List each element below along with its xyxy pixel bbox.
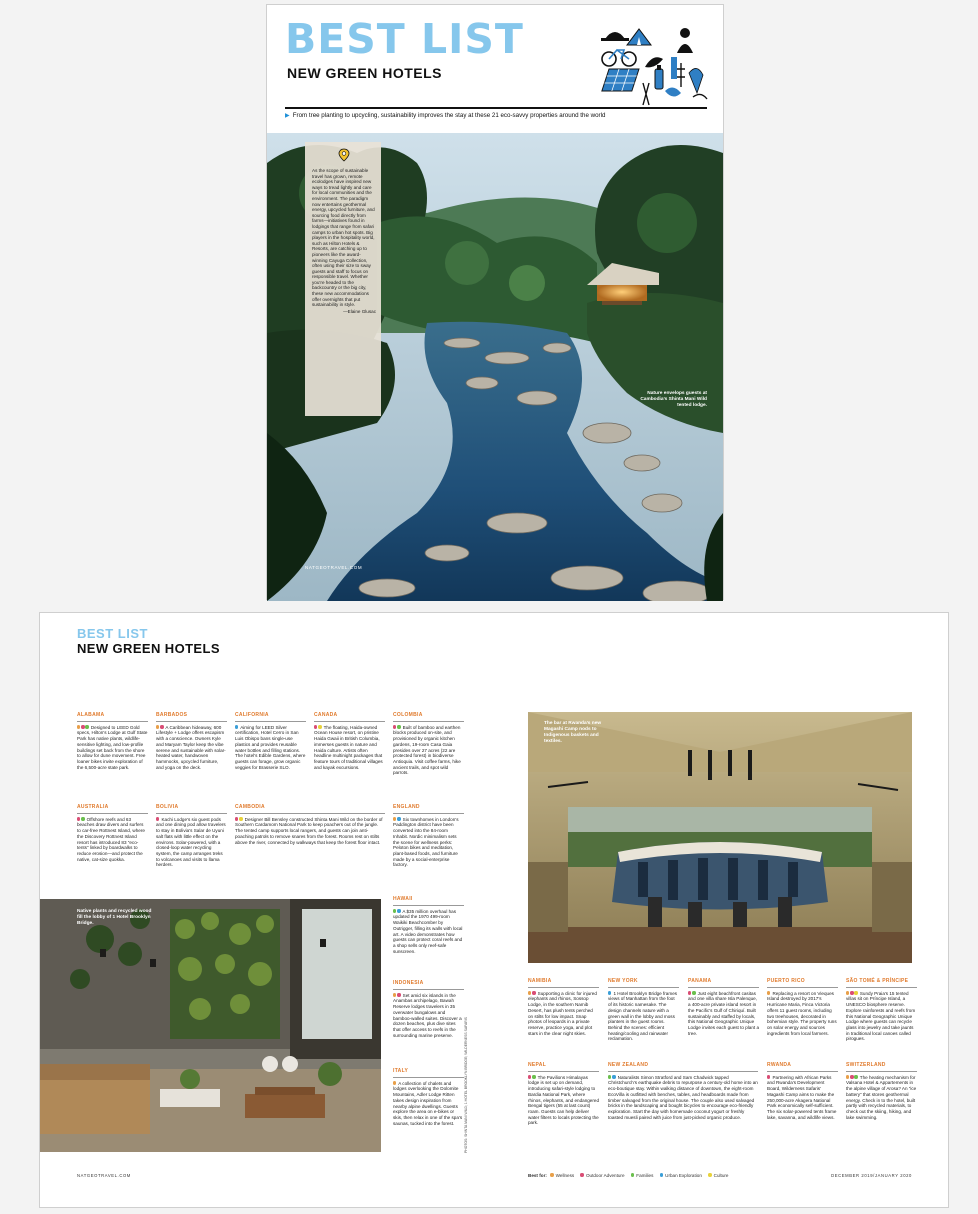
entry-new-zealand xyxy=(608,1063,758,1120)
culture-dot-icon xyxy=(318,725,321,728)
caption-lobby: Native plants and recycled wood fill the lobby of 1 Hotel Brooklyn Bridge. xyxy=(77,909,152,926)
families-dot-icon xyxy=(631,1173,634,1176)
wellness-dot-icon xyxy=(156,725,159,728)
entry-heading: AUSTRALIA xyxy=(77,805,148,814)
entry-rwanda xyxy=(767,1063,838,1120)
entry-heading: ENGLAND xyxy=(393,805,464,814)
page-title: BEST LIST xyxy=(285,15,524,63)
entry-heading: SÃO TOMÉ & PRÍNCIPE xyxy=(846,979,917,988)
legend-item-urban xyxy=(660,1173,702,1178)
legend-text: Families xyxy=(636,1173,654,1178)
legend-item-wellness xyxy=(550,1173,574,1178)
intro-deck xyxy=(285,112,605,119)
outdoor-dot-icon xyxy=(850,991,853,994)
entry-puerto-rico xyxy=(767,979,838,1036)
bar-photo-art xyxy=(528,712,912,963)
urban-dot-icon xyxy=(235,725,238,728)
entry-text: Set amid six islands in the Anambas archipelago, Bawah Reserve lodges travelers in 35 overwater bungalows and bamboo-walled suites. Discover a dozen beaches, plus dive sites that offer access to reefs in the surrounding marine preserve. xyxy=(393,992,462,1038)
wellness-dot-icon xyxy=(550,1173,553,1176)
entry-text: Replacing a resort on Vieques Island destroyed by 2017’s Hurricane Maria, Finca Victoria offers 11 guest rooms, including two treehouses, decorated in bohemian style. The property runs on solar energy and sources ingredients from local farmers. xyxy=(767,990,837,1036)
entry-heading: SWITZERLAND xyxy=(846,1063,917,1072)
spread-subtitle: NEW GREEN HOTELS xyxy=(77,641,220,656)
entry-canada xyxy=(314,713,385,770)
outdoor-dot-icon xyxy=(77,817,80,820)
entry-heading: ITALY xyxy=(393,1069,464,1078)
wellness-dot-icon xyxy=(393,1081,396,1084)
entry-heading: BARBADOS xyxy=(156,713,227,722)
arrow-icon: ▶ xyxy=(285,112,290,119)
eco-travel-illustration xyxy=(597,23,709,109)
page-subtitle: NEW GREEN HOTELS xyxy=(287,65,443,81)
outdoor-dot-icon xyxy=(235,817,238,820)
entry-italy xyxy=(393,1069,464,1126)
entry-text: Designer Bill Bensley constructed Shinta Mani Wild on the border of Southern Cardamom National Park to keep poachers out of the jungle. The tented camp supports local rangers, and guests can join anti-poaching patrols to remove snares from the forest. Rooms rest on stilts above the river, connected by walkways that keep the forest floor intact. xyxy=(235,816,383,845)
families-dot-icon xyxy=(81,817,84,820)
photo-caption: Nature envelops guests at Cambodia’s Shinta Mani Wild tented lodge. xyxy=(640,391,707,408)
legend-item-outdoor xyxy=(580,1173,624,1178)
header-rule xyxy=(285,107,707,109)
entry-text: Designed to LEED Gold specs, Hilton’s Lodge at Gulf State Park has native plants, wildlife-sensitive lighting, and low-profile buildings set back from the shore to allow for dune movement. Free loaner bikes invite exploration of the 6,500-acre state park. xyxy=(77,724,148,770)
urban-dot-icon xyxy=(660,1173,663,1176)
entry-panama xyxy=(688,979,759,1036)
entry-text: Supporting a clinic for injured elephants and rhinos, Sossop Lodge, in the southern Namib Desert, has plush tents perched on stilts for low impact. Snap photos of leopards in a private reserve, practice yoga, and plot stars in the clear night skies. xyxy=(528,990,597,1036)
entry-text: Offshore reefs and 63 beaches draw divers and surfers to car-free Rottnest Island, where the Discovery Rottnest Island resort has introduced 83 “eco-tents” linked by boardwalks to reduce erosion—and protect the native, cat-size quokka. xyxy=(77,816,145,862)
families-dot-icon xyxy=(608,1075,611,1078)
urban-dot-icon xyxy=(397,817,400,820)
families-dot-icon xyxy=(854,1075,857,1078)
entry-new-york xyxy=(608,979,679,1042)
entry-text: The heating mechanism for Valsana Hotel & Appartements in the alpine village of Arosa? An “ice battery” that stores geothermal energy. Check in to the hotel, built partly with recycled materials, to check out the skiing, hiking, and lake swimming. xyxy=(846,1074,917,1120)
entry-heading: INDONESIA xyxy=(393,981,464,990)
entry-heading: PANAMA xyxy=(688,979,759,988)
entry-text: A collection of chalets and lodges overlooking the Dolomite Mountains, Adler Lodge Ritten takes design inspiration from nearby alpine dwellings. Guests explore the area on e-bikes or skis, then relax in one of the spa’s saunas, tucked into the forest. xyxy=(393,1080,463,1126)
entry-text: Built of bamboo and earthen blocks produced on-site, and provisioned by organic kitchen gardens, 19-room Casa Gaia presides over 27 acres (22 are protected forest) in biodiverse Antioquia. Visit coffee farms, hike ancient trails, and spot wild parrots. xyxy=(393,724,461,776)
wellness-dot-icon xyxy=(528,991,531,994)
entry-heading: CAMBODIA xyxy=(235,805,385,814)
outdoor-dot-icon xyxy=(850,1075,853,1078)
families-dot-icon xyxy=(85,725,88,728)
essay-text: As the scope of sustainable travel has grown, remote ecolodges have inspired new ways to tread lightly and care for local communities and the environment. The paradigm now entertains geothermal energy, upcycled furniture, and sourcing food directly from farms—initiatives found in lodgings that range from safari camps to urban hot spots. Big players in the hospitality world, such as Hilton Hotels & Resorts, are catching up to pioneers like the award-winning Cayuga Collection, often using their size to sway guests and staff to focus on responsible travel. Whether you’re headed to the backcountry or the big city, these new accommodations offer overnights that put sustainability in style. xyxy=(312,168,375,308)
outdoor-dot-icon xyxy=(767,1075,770,1078)
urban-dot-icon xyxy=(612,1075,615,1078)
wellness-dot-icon xyxy=(767,991,770,994)
outdoor-dot-icon xyxy=(532,991,535,994)
entry-sao-tome xyxy=(846,979,917,1042)
culture-dot-icon xyxy=(239,817,242,820)
outdoor-dot-icon xyxy=(314,725,317,728)
entry-text: A $35 million overhaul has updated the 1970 499-room Waikiki Beachcomber by Outrigger, filling its walls with local art. A video demonstrates how guests can protect coral reefs and a shop sells only reef-safe sunscreen. xyxy=(393,908,463,954)
entry-heading: PUERTO RICO xyxy=(767,979,838,988)
entry-heading: COLOMBIA xyxy=(393,713,464,722)
entry-bolivia xyxy=(156,805,227,868)
location-pin-icon xyxy=(338,148,350,162)
families-dot-icon xyxy=(532,1075,535,1078)
entry-alabama xyxy=(77,713,148,770)
entry-text: Naturalists Simon Stratford and Sam Chadwick tapped Christchurch’s earthquake debris to repurpose a century-old home into an eco-boutique stay. Within walking distance of downtown, the eight-room EcoVilla is outfitted with benches, tables, and headboards made from timber salvaged from the original house. The couple also used salvaged bricks in the landscaping and bought bicycles to encourage eco-friendly exploration. Start the day with homemade coconut yogurt or freshly toasted muesli paired with juice from just-picked organic produce. xyxy=(608,1074,758,1120)
outdoor-dot-icon xyxy=(393,725,396,728)
entry-heading: CALIFORNIA xyxy=(235,713,306,722)
wellness-dot-icon xyxy=(846,1075,849,1078)
outdoor-dot-icon xyxy=(160,725,163,728)
legend-text: Urban Exploration xyxy=(665,1173,702,1178)
photo-hotel-lobby xyxy=(40,899,381,1152)
entry-hawaii xyxy=(393,897,464,954)
entry-heading: NEW ZEALAND xyxy=(608,1063,758,1072)
outdoor-dot-icon xyxy=(528,1075,531,1078)
entry-heading: NEPAL xyxy=(528,1063,599,1072)
wellness-dot-icon xyxy=(393,817,396,820)
entry-heading: CANADA xyxy=(314,713,385,722)
legend-item-culture xyxy=(708,1173,728,1178)
entry-text: Just eight beachfront casitas and one villa share Isla Palenque, a 400-acre private island resort in the Pacific’s Gulf of Chiriquí. Built sustainably and staffed by locals, this National Geographic Unique Lodge invites each guest to plant a tree. xyxy=(688,990,759,1036)
entry-colombia xyxy=(393,713,464,776)
culture-dot-icon xyxy=(854,991,857,994)
families-dot-icon xyxy=(393,909,396,912)
magazine-page-opener xyxy=(266,4,724,600)
entry-text: 1 Hotel Brooklyn Bridge frames views of Manhattan from the foot of its historic namesake. The design channels nature with a green wall in the lobby and moss planters in the guest rooms. Behind the scenes: efficient heating/cooling and rainwater reclamation. xyxy=(608,990,678,1042)
entry-heading: BOLIVIA xyxy=(156,805,227,814)
entry-text: The floating, Haida-owned Ocean House resort, on pristine Haida Gwaii in British Columbia, immerses guests in nature and Haida culture. Artists often headline multinight packages that feature tours of traditional villages and kayak excursions. xyxy=(314,724,383,770)
entry-text: A Caribbean hideaway, 600 Lifestyle + Lodge offers escapism with a conscience. Owners Kyle and Maryam Taylor keep the vibe serene and sustainable with solar-heated water, handwoven hammocks, upcycled furniture, and yoga on the deck. xyxy=(156,724,226,770)
urban-dot-icon xyxy=(397,909,400,912)
legend-text: Culture xyxy=(713,1173,729,1178)
legend-label: Best for: xyxy=(528,1173,547,1178)
byline: —Elaine Glusac xyxy=(343,308,376,314)
families-dot-icon xyxy=(692,991,695,994)
footer-issue-date: DECEMBER 2019/JANUARY 2020 xyxy=(831,1173,912,1178)
entry-nepal xyxy=(528,1063,599,1126)
legend-item-families xyxy=(631,1173,654,1178)
entry-text: Kachi Lodge’s six guest pods and one dining pod allow travelers to stay in Bolivia’s Salar de Uyuni salt flats with little effect on the environs. Solar-powered, with a closed-loop water recycling system, the camp arranges treks to volcanoes and visits to llama herders. xyxy=(156,816,226,868)
best-for-legend xyxy=(528,1173,733,1178)
legend-text: Outdoor Adventure xyxy=(585,1173,625,1178)
outdoor-dot-icon xyxy=(397,993,400,996)
caption-bar: The bar at Rwanda’s new Magashi Camp nods to Indigenous baskets and textiles. xyxy=(544,721,602,744)
magazine-spread xyxy=(39,612,949,1208)
essay-sidebar xyxy=(305,142,381,416)
entry-heading: HAWAII xyxy=(393,897,464,906)
entry-text: Six townhomes in London’s Paddington district have been converted into the 84-room Inhabit. Nordic minimalism sets the scene for wellness perks: Peloton bikes and meditation, plant-based foods, and furniture made by a social-enterprise factory. xyxy=(393,816,459,868)
spread-title: BEST LIST xyxy=(77,626,148,641)
outdoor-dot-icon xyxy=(580,1173,583,1176)
entry-heading: NEW YORK xyxy=(608,979,679,988)
wellness-dot-icon xyxy=(77,725,80,728)
photo-credit: PHOTOS: SHINTA MANI WILD; 1 HOTEL BROOKLYN BRIDGE; WILDERNESS SAFARIS xyxy=(464,1017,468,1153)
entry-switzerland xyxy=(846,1063,917,1120)
entry-text: Aiming for LEED Silver certification, Hotel Cerro in San Luis Obispo bans single-use plastics and provides reusable water bottles and filling stations. The hotel’s Edible Gardens, where guests can forage, grow organic veggies for Brasserie SLO. xyxy=(235,724,306,770)
urban-dot-icon xyxy=(608,991,611,994)
intro-text: From tree planting to upcycling, sustainability improves the stay at these 21 eco-savvy properties around the world xyxy=(292,112,606,119)
photo-tented-bar xyxy=(528,712,912,963)
entry-namibia xyxy=(528,979,599,1036)
entry-heading: ALABAMA xyxy=(77,713,148,722)
wellness-dot-icon xyxy=(846,991,849,994)
entry-england xyxy=(393,805,464,868)
entry-text: Partnering with African Parks and Rwanda’s Development Board, Wilderness Safaris’ Magashi Camp aims to make the 250,000-acre Akagera National Park economically self-sufficient. The six solar-powered tents frame lake, savanna, and wildlife views. xyxy=(767,1074,837,1120)
entry-text: Sundy Praia’s 15 tented villas sit on Príncipe Island, a UNESCO biosphere reserve. Explore rainforests and reefs from this National Geographic Unique Lodge where guests can recycle glass into jewelry and take jaunts in traditional local canoes called pirogues. xyxy=(846,990,916,1042)
outdoor-dot-icon xyxy=(81,725,84,728)
entry-australia xyxy=(77,805,148,862)
entry-cambodia xyxy=(235,805,385,845)
entry-text: The Pavilions Himalayas lodge is set up on demand, introducing safari-style lodging to Bardia National Park, where rhinos, elephants, and endangered Bengal tigers (55 at last count) roam. Guests can help deliver water filters to locals protecting the park. xyxy=(528,1074,600,1126)
legend-text: Wellness xyxy=(555,1173,575,1178)
page-footer: NATGEOTRAVEL.COM xyxy=(305,565,363,570)
entry-heading: NAMIBIA xyxy=(528,979,599,988)
entry-indonesia xyxy=(393,981,464,1038)
entry-heading: RWANDA xyxy=(767,1063,838,1072)
footer-website: NATGEOTRAVEL.COM xyxy=(77,1173,131,1178)
outdoor-dot-icon xyxy=(156,817,159,820)
culture-dot-icon xyxy=(708,1173,711,1176)
outdoor-dot-icon xyxy=(688,991,691,994)
lobby-photo-art xyxy=(40,899,381,1152)
entry-california xyxy=(235,713,306,770)
entry-barbados xyxy=(156,713,227,770)
families-dot-icon xyxy=(397,725,400,728)
wellness-dot-icon xyxy=(393,993,396,996)
